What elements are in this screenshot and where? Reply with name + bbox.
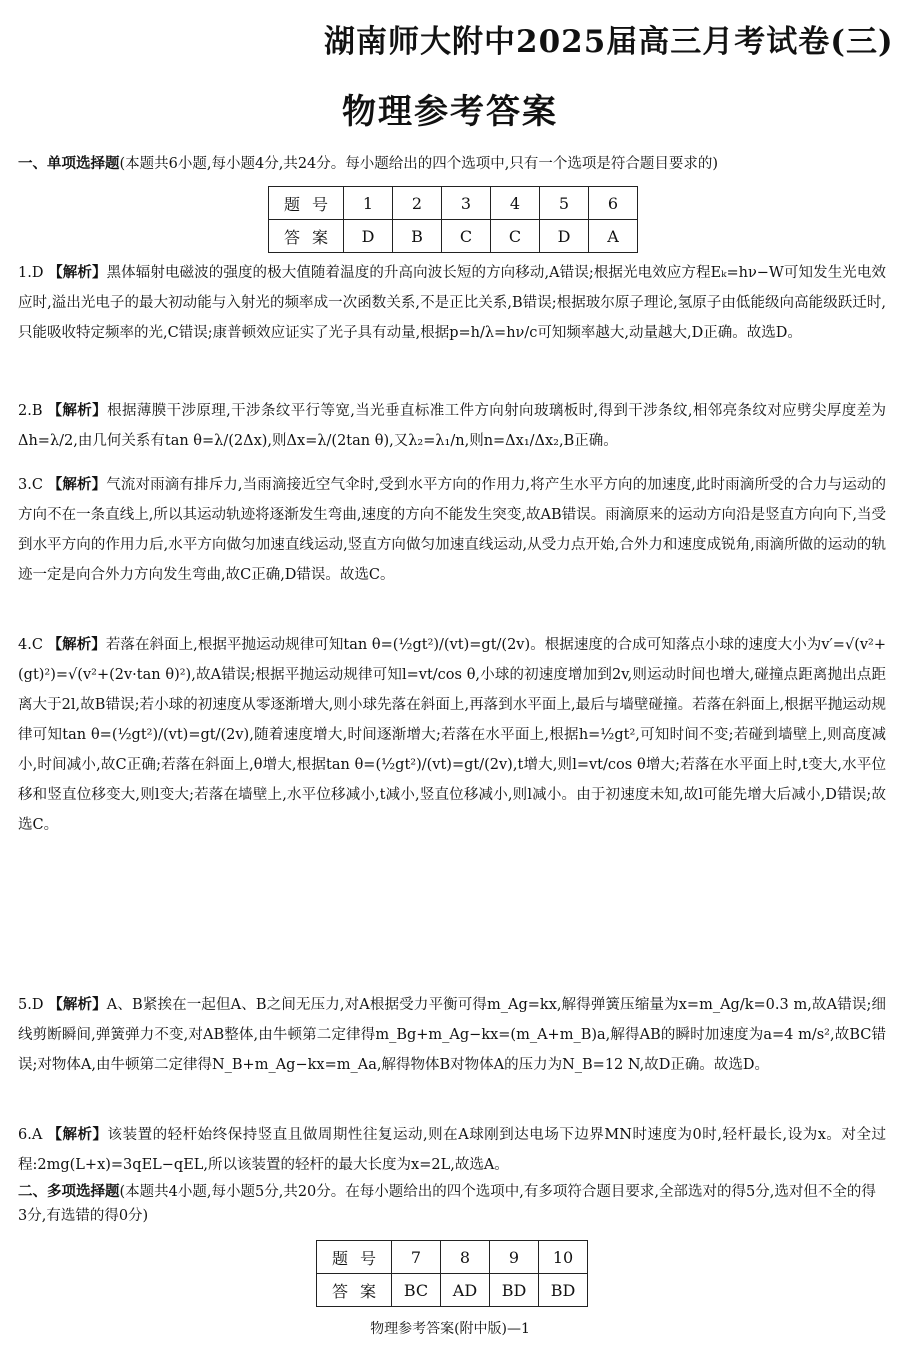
solution-text: 气流对雨滴有排斥力,当雨滴接近空气伞时,受到水平方向的作用力,将产生水平方向的加速度,此时雨滴所受的合力与运动的方向不在一条直线上,所以其运动轨迹将逐渐发生弯曲,速度的方向不能发生突变,故AB错误。雨滴原来的运动方向沿是竖直方向向下,当受到水平方向的作用力后,水平方向做匀加速直线运动,竖直方向做匀加速直线运动,从受力点开始,合外力和速度成锐角,雨滴所做的运动的轨迹一定是向合外力方向发生弯曲,故C正确,D错误。故选C。 [18, 477, 887, 583]
section1-heading: 一、单项选择题 [18, 155, 120, 172]
section2-header [18, 1180, 884, 1228]
question-2-solution [18, 396, 886, 456]
page-footer: 物理参考答案(附中版)—1 [370, 1321, 530, 1337]
solution-text: 根据薄膜干涉原理,干涉条纹平行等宽,当光垂直标准工件方向射向玻璃板时,得到干涉条纹,相邻亮条纹对应劈尖厚度差为Δh=λ/2,由几何关系有tan θ=λ/(2Δx),则Δx=λ/(2tan θ),又λ₂=λ₁/n,则n=Δx₁/Δx₂,B正确。 [18, 403, 887, 449]
question-number-label: 6.A [18, 1127, 43, 1143]
analysis-tag: 【解析】 [47, 476, 107, 493]
section1-header [18, 152, 884, 176]
answer-cell: A [589, 220, 638, 253]
question-3-solution [18, 470, 886, 590]
row-label-question: 题号 [317, 1241, 392, 1274]
subject-title: 物理参考答案 [342, 92, 558, 132]
solution-text: 该装置的轻杆始终保持竖直且做周期性往复运动,则在A球刚到达电场下边界MN时速度为0时,轻杆最长,设为x。对全过程:2mg(L+x)=3qEL−qEL,所以该装置的轻杆的最大长度为x=2L,故选A。 [18, 1127, 887, 1173]
solution-text: 若落在斜面上,根据平抛运动规律可知tan θ=(½gt²)/(vt)=gt/(2v)。根据速度的合成可知落点小球的速度大小为v′=√(v²+(gt)²)=√(v²+(2v·tan θ)²),故A错误;根据平抛运动规律可知l=vt/cos θ,小球的初速度增加到2v,则运动时间也增大,碰撞点距离抛出点距离大于2l,故B错误;若小球的初速度从零逐渐增大,则小球先落在斜面上,再落到水平面上,最后与墙壁碰撞。若落在斜面上,根据平抛运动规律可知tan θ=(½gt²)/(vt)=gt/(2v),随着速度增大,时间逐渐增大;若落在水平面上,根据h=½gt²,可知时间不变;若碰到墙壁上,则高度减小,时间减小,故C正确;若落在斜面上,θ增大,根据tan θ=(½gt²)/(vt)=gt/(2v),t增大,则l=vt/cos θ增大;若落在水平面上时,t变大,水平位移和竖直位移变大,则l变大;若落在墙壁上,水平位移减小,t减小,竖直位移减小,则l减小。由于初速度未知,故l可能先增大后减小,D错误;故选C。 [18, 637, 887, 833]
solution-text: A、B紧挨在一起但A、B之间无压力,对A根据受力平衡可得m_Ag=kx,解得弹簧压缩量为x=m_Ag/k=0.3 m,故A错误;细线剪断瞬间,弹簧弹力不变,对AB整体,由牛顿第二定律得m_Bg+m_Ag−kx=(m_A+m_B)a,解得AB的瞬时加速度为a=4 m/s²,故BC错误;对物体A,由牛顿第二定律得N_B+m_Ag−kx=m_Aa,解得物体B对物体A的压力为N_B=12 N,故D正确。故选D。 [18, 997, 887, 1073]
analysis-tag: 【解析】 [48, 996, 107, 1013]
answer-cell: D [540, 220, 589, 253]
answer-cell: D [344, 220, 393, 253]
question-number: 10 [539, 1241, 588, 1274]
row-label-answer: 答案 [269, 220, 344, 253]
question-4-solution [18, 630, 886, 840]
section2-answer-table [316, 1240, 588, 1307]
question-number-label: 5.D [18, 997, 44, 1013]
answer-cell: BC [392, 1274, 441, 1307]
question-number: 1 [344, 187, 393, 220]
section1-instruction: (本题共6小题,每小题4分,共24分。每小题给出的四个选项中,只有一个选项是符合题目要求的) [119, 156, 719, 172]
question-number: 5 [540, 187, 589, 220]
row-label-answer: 答案 [317, 1274, 392, 1307]
question-number: 6 [589, 187, 638, 220]
analysis-tag: 【解析】 [47, 1126, 108, 1143]
question-number: 7 [392, 1241, 441, 1274]
table-row [317, 1241, 588, 1274]
analysis-tag: 【解析】 [47, 402, 108, 419]
question-number: 8 [441, 1241, 490, 1274]
question-1-solution [18, 258, 886, 348]
analysis-tag: 【解析】 [48, 264, 107, 281]
answer-cell: C [491, 220, 540, 253]
row-label-question: 题号 [269, 187, 344, 220]
question-number-label: 3.C [18, 477, 43, 493]
school-title: 湖南师大附中2025届高三月考试卷(三) [324, 24, 894, 60]
answer-cell: AD [441, 1274, 490, 1307]
question-number: 4 [491, 187, 540, 220]
answer-cell: BD [490, 1274, 539, 1307]
section2-instruction: (本题共4小题,每小题5分,共20分。在每小题给出的四个选项中,有多项符合题目要求,全部选对的得5分,选对但不全的得3分,有选错的得0分) [18, 1184, 876, 1224]
section2-heading: 二、多项选择题 [18, 1183, 120, 1200]
table-row [269, 220, 638, 253]
answer-cell: BD [539, 1274, 588, 1307]
question-6-solution [18, 1120, 886, 1180]
question-number-label: 4.C [18, 637, 43, 653]
section1-answer-table [268, 186, 638, 253]
answer-cell: B [393, 220, 442, 253]
question-number: 9 [490, 1241, 539, 1274]
analysis-tag: 【解析】 [47, 636, 106, 653]
question-number-label: 2.B [18, 403, 43, 419]
answer-cell: C [442, 220, 491, 253]
table-row [317, 1274, 588, 1307]
question-number: 3 [442, 187, 491, 220]
question-5-solution [18, 990, 886, 1080]
table-row [269, 187, 638, 220]
solution-text: 黑体辐射电磁波的强度的极大值随着温度的升高向波长短的方向移动,A错误;根据光电效应方程Eₖ=hν−W可知发生光电效应时,溢出光电子的最大初动能与入射光的频率成一次函数关系,不是正比关系,B错误;根据玻尔原子理论,氢原子由低能级向高能级跃迁时,只能吸收特定频率的光,C错误;康普顿效应证实了光子具有动量,根据p=h/λ=hν/c可知频率越大,动量越大,D正确。故选D。 [18, 265, 887, 341]
question-number: 2 [393, 187, 442, 220]
question-number-label: 1.D [18, 265, 44, 281]
